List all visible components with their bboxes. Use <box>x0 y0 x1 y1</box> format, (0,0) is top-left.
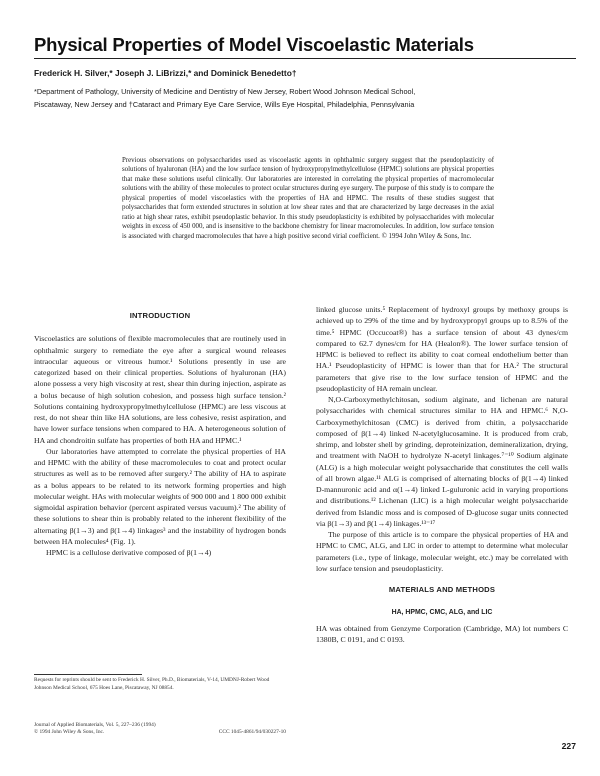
section-heading-introduction: INTRODUCTION <box>129 311 191 320</box>
journal-footer <box>34 722 286 737</box>
copyright-line: © 1994 John Wiley & Sons, Inc. <box>34 729 105 736</box>
journal-citation: Journal of Applied Biomaterials, Vol. 5, 227–236 (1994) <box>34 722 156 728</box>
paragraph: Viscoelastics are solutions of flexible macromolecules that are routinely used in ophthalmic surgery to remediate the eye after a surgical wound releases intraocular aqueous or vitreous humor.¹ Solutions presently in use are categorized based on their clinical properties. Solutions of hyaluronan (HA) alone possess a very high viscosity at rest, shear thin during injection, aspirate as a bolus because of high solution cohesion, and possess high surface tension.² Solutions containing hydroxypropylmethylcellulose (HPMC) are less viscous at rest, do not shear thin like HA solutions, are less cohesive, resist aspiration, and have lower surface tensions when compared to HA. A heterogeneous solution of HA and chondroitin sulfate has properties of both HA and HPMC.¹ <box>34 334 286 445</box>
subsection-heading: HA, HPMC, CMC, ALG, and LIC <box>391 609 493 617</box>
paragraph: The purpose of this article is to compare the physical properties of HA and HPMC to CMC, ALG, and LIC in order to attempt to determine what molecular parameters (i.e., type of linkage, molecular weight, etc.) may be correlated with low surface tension and pseudoplasticity. <box>316 530 568 573</box>
paragraph: Our laboratories have attempted to correlate the physical properties of HA and HPMC with the ability of these macromolecules to coat and protect ocular structures as well as to be removed after surgery.² The ability of HA to aspirate as a bolus appears to be related to its network forming properties and high molecular weight. HAs with molecular weights of 900 000 and 1 800 000 exhibit sigmoidal aspiration behavior (percent aspirated versus vacuum).² The ability of these solutions to shear thin is probably related to the inherent flexibility of the alternating β(1→3) and β(1→4) linkages³ and the instability of hydrogen bonds between HA molecules⁴ (Fig. 1). <box>34 446 286 546</box>
paragraph: linked glucose units.⁵ Replacement of hydroxyl groups by methoxy groups is achieved up to 29% of the time and by hydroxypropyl groups up to 8.5% of the time.⁵ HPMC (Occucoat®) has a surface tension of about 43 dynes/cm compared to 62.7 dynes/cm for HA (Healon®). The lower surface tension of HPMC is believed to reflect its ability to coat corneal endothelium better than HA.¹ Pseudoplasticity of HPMC is lower than that for HA.² The structural parameters that give rise to the low surface tension of HPMC and the pseudoplasticity of HA remain unclear. <box>316 305 568 393</box>
ccc-code: CCC 1045-4861/94/030227-10 <box>218 729 286 736</box>
paragraph: HA was obtained from Genzyme Corporation (Cambridge, MA) lot numbers C 1380B, C 0191, and C 0193. <box>316 623 568 644</box>
paragraph: HPMC is a cellulose derivative composed of β(1→4) <box>46 548 212 557</box>
title-rule <box>34 58 576 59</box>
left-column <box>34 310 286 558</box>
abstract: Previous observations on polysaccharides used as viscoelastic agents in ophthalmic surgery suggest that the pseudoplasticity of solutions of hyaluronan (HA) and the low surface tension of hydroxypropylmethylcellulose (HPMC) solutions are physical properties that make these solutions useful clinically. Our laboratories are interested in correlating the physical properties of macromolecular solutions with the ability of these molecules to protect ocular structures during eye surgery. The purpose of this study is to compare the physical properties of model viscoelastics with the properties of HA and HPMC. The results of these studies suggest that polysaccharides that form extended structures in solution at low shear rates and that are characterized by large decreases in the axial ratio at high shear rates, exhibit pseudoplastic behavior. In this study pseudoplasticity is exhibited by polysaccharides with molecular weights in excess of 450 000, and is insensitive to the backbone chemistry for linear macromolecules. In addition, low surface tension is associated with charged macromolecules that have a high positive second virial coefficient. © 1994 John Wiley & Sons, Inc. <box>122 157 494 240</box>
paragraph: N,O-Carboxymethylchitosan, sodium alginate, and lichenan are natural polysaccharides with chemical structures similar to HA and HPMC.⁶ N,O-Carboxymethylchitosan (CMC) is derived from chitin, a polysaccharide composed of β(1→4) linked N-acetylglucosamine. It is produced from crab, shrimp, and lobster shell by grinding, deproteinization, demineralization, drying, and treatment with NaOH to hydrolyze N-acetyl linkages.⁷⁻¹⁰ Sodium alginate (ALG) is a high molecular weight polysaccharide that constitutes the cell walls of all brown algae.¹¹ ALG is comprised of alternating blocks of β(1→4) linked D-mannuronic acid and α(1→4) linked L-guluronic acid in varying proportions and distributions.¹² Lichenan (LIC) is a high molecular weight polysaccharide derived from Islandic moss and is composed of D-glucose sugar units connected via β(1→3) and β(1→4) linkages.¹³⁻¹⁷ <box>316 395 568 528</box>
author-line: Frederick H. Silver,* Joseph J. LiBrizzi,* and Dominick Benedetto† <box>34 68 297 78</box>
right-column <box>316 304 568 645</box>
article-title: Physical Properties of Model Viscoelastic Materials <box>34 34 474 55</box>
affiliation-line: Piscataway, New Jersey and †Cataract and Primary Eye Care Service, Wills Eye Hospital, Philadelphia, Pennsylvania <box>34 99 415 109</box>
affiliation-line: *Department of Pathology, University of Medicine and Dentistry of New Jersey, Robert Wood Johnson Medical School, <box>34 87 416 96</box>
affiliations <box>34 86 574 111</box>
correspondence-footnote: Requests for reprints should be sent to Frederick H. Silver, Ph.D., Biomaterials, V-14, UMDNJ-Robert Wood Johnson Medical School, 675 Hoes Lane, Piscataway, NJ 08854. <box>34 677 270 692</box>
footnote-rule <box>34 674 142 675</box>
section-heading-materials-methods: MATERIALS AND METHODS <box>388 585 496 594</box>
page-number: 227 <box>561 741 576 751</box>
